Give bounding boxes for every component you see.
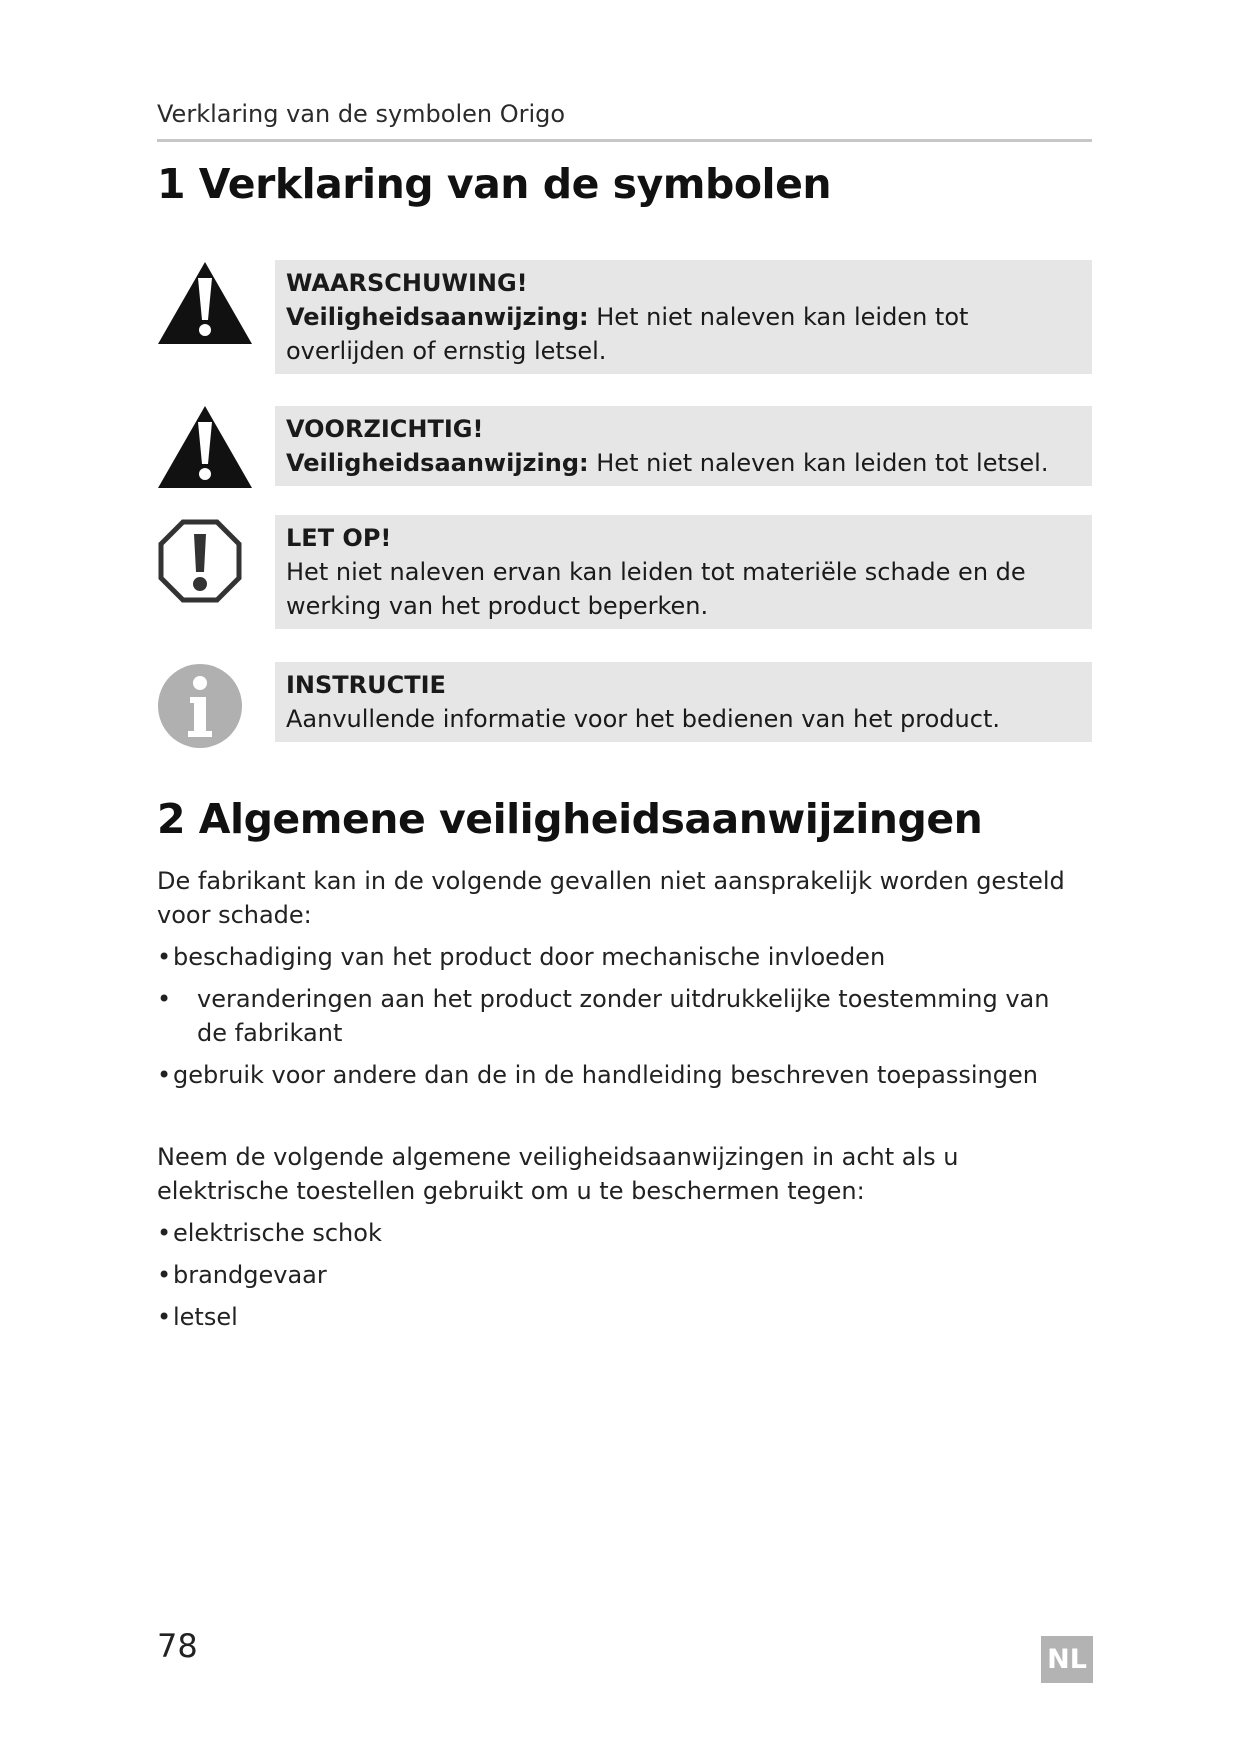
list-item-text: gebruik voor andere dan de in de handleiding beschreven toepassingen <box>173 1061 1038 1089</box>
notice-title: VOORZICHTIG! <box>286 415 484 443</box>
notice-box-attention <box>275 515 1092 629</box>
info-circle-icon <box>157 660 243 752</box>
list-item-text: elektrische schok <box>173 1219 382 1247</box>
notice-text: Het niet naleven kan leiden tot overlijden of ernstig letsel. <box>286 303 969 365</box>
header-divider <box>157 139 1092 142</box>
bullet-icon: • <box>157 1061 172 1089</box>
notice-box-instruction <box>275 662 1092 742</box>
notice-text: Het niet naleven kan leiden tot letsel. <box>588 449 1049 477</box>
list-item <box>157 982 1092 1050</box>
list-item <box>157 1258 1092 1292</box>
bullet-icon: • <box>157 1303 172 1331</box>
list-item-text: beschadiging van het product door mechanische invloeden <box>173 943 886 971</box>
notice-lead: Veiligheidsaanwijzing: <box>286 303 589 331</box>
notice-lead: Veiligheidsaanwijzing: <box>286 449 589 477</box>
list-item-text: veranderingen aan het product zonder uitdrukkelijke toestemming van de fabrikant <box>197 985 1050 1047</box>
list-item <box>157 940 1092 974</box>
bullet-icon: • <box>157 943 172 971</box>
warning-triangle-icon <box>157 260 253 352</box>
warning-triangle-icon <box>157 404 253 496</box>
bullet-icon: • <box>157 1261 172 1289</box>
page-number: 78 <box>157 1627 198 1665</box>
notice-box-warning <box>275 260 1092 374</box>
bullet-icon: • <box>157 1219 172 1247</box>
section-title-safety: 2 Algemene veiligheidsaanwijzingen <box>157 795 983 843</box>
list-item <box>157 1216 1092 1250</box>
bullet-icon: • <box>157 985 172 1013</box>
notice-box-caution <box>275 406 1092 486</box>
list-item-text: brandgevaar <box>173 1261 327 1289</box>
section-title-symbols: 1 Verklaring van de symbolen <box>157 160 832 208</box>
notice-title: INSTRUCTIE <box>286 671 446 699</box>
notice-title: LET OP! <box>286 524 392 552</box>
list-item <box>157 1058 1092 1092</box>
language-badge: NL <box>1041 1636 1093 1683</box>
list-item <box>157 1300 1092 1334</box>
octagon-exclamation-icon <box>157 515 243 607</box>
notice-title: WAARSCHUWING! <box>286 269 528 297</box>
protection-intro: Neem de volgende algemene veiligheidsaanwijzingen in acht als u elektrische toestellen gebruikt om u te beschermen tegen: <box>157 1143 959 1205</box>
list-item-text: letsel <box>173 1303 238 1331</box>
liability-intro: De fabrikant kan in de volgende gevallen niet aansprakelijk worden gesteld voor schade: <box>157 867 1065 929</box>
notice-text: Het niet naleven ervan kan leiden tot materiële schade en de werking van het product beperken. <box>286 558 1026 620</box>
running-header: Verklaring van de symbolen Origo <box>157 100 566 128</box>
notice-text: Aanvullende informatie voor het bedienen van het product. <box>286 705 1000 733</box>
